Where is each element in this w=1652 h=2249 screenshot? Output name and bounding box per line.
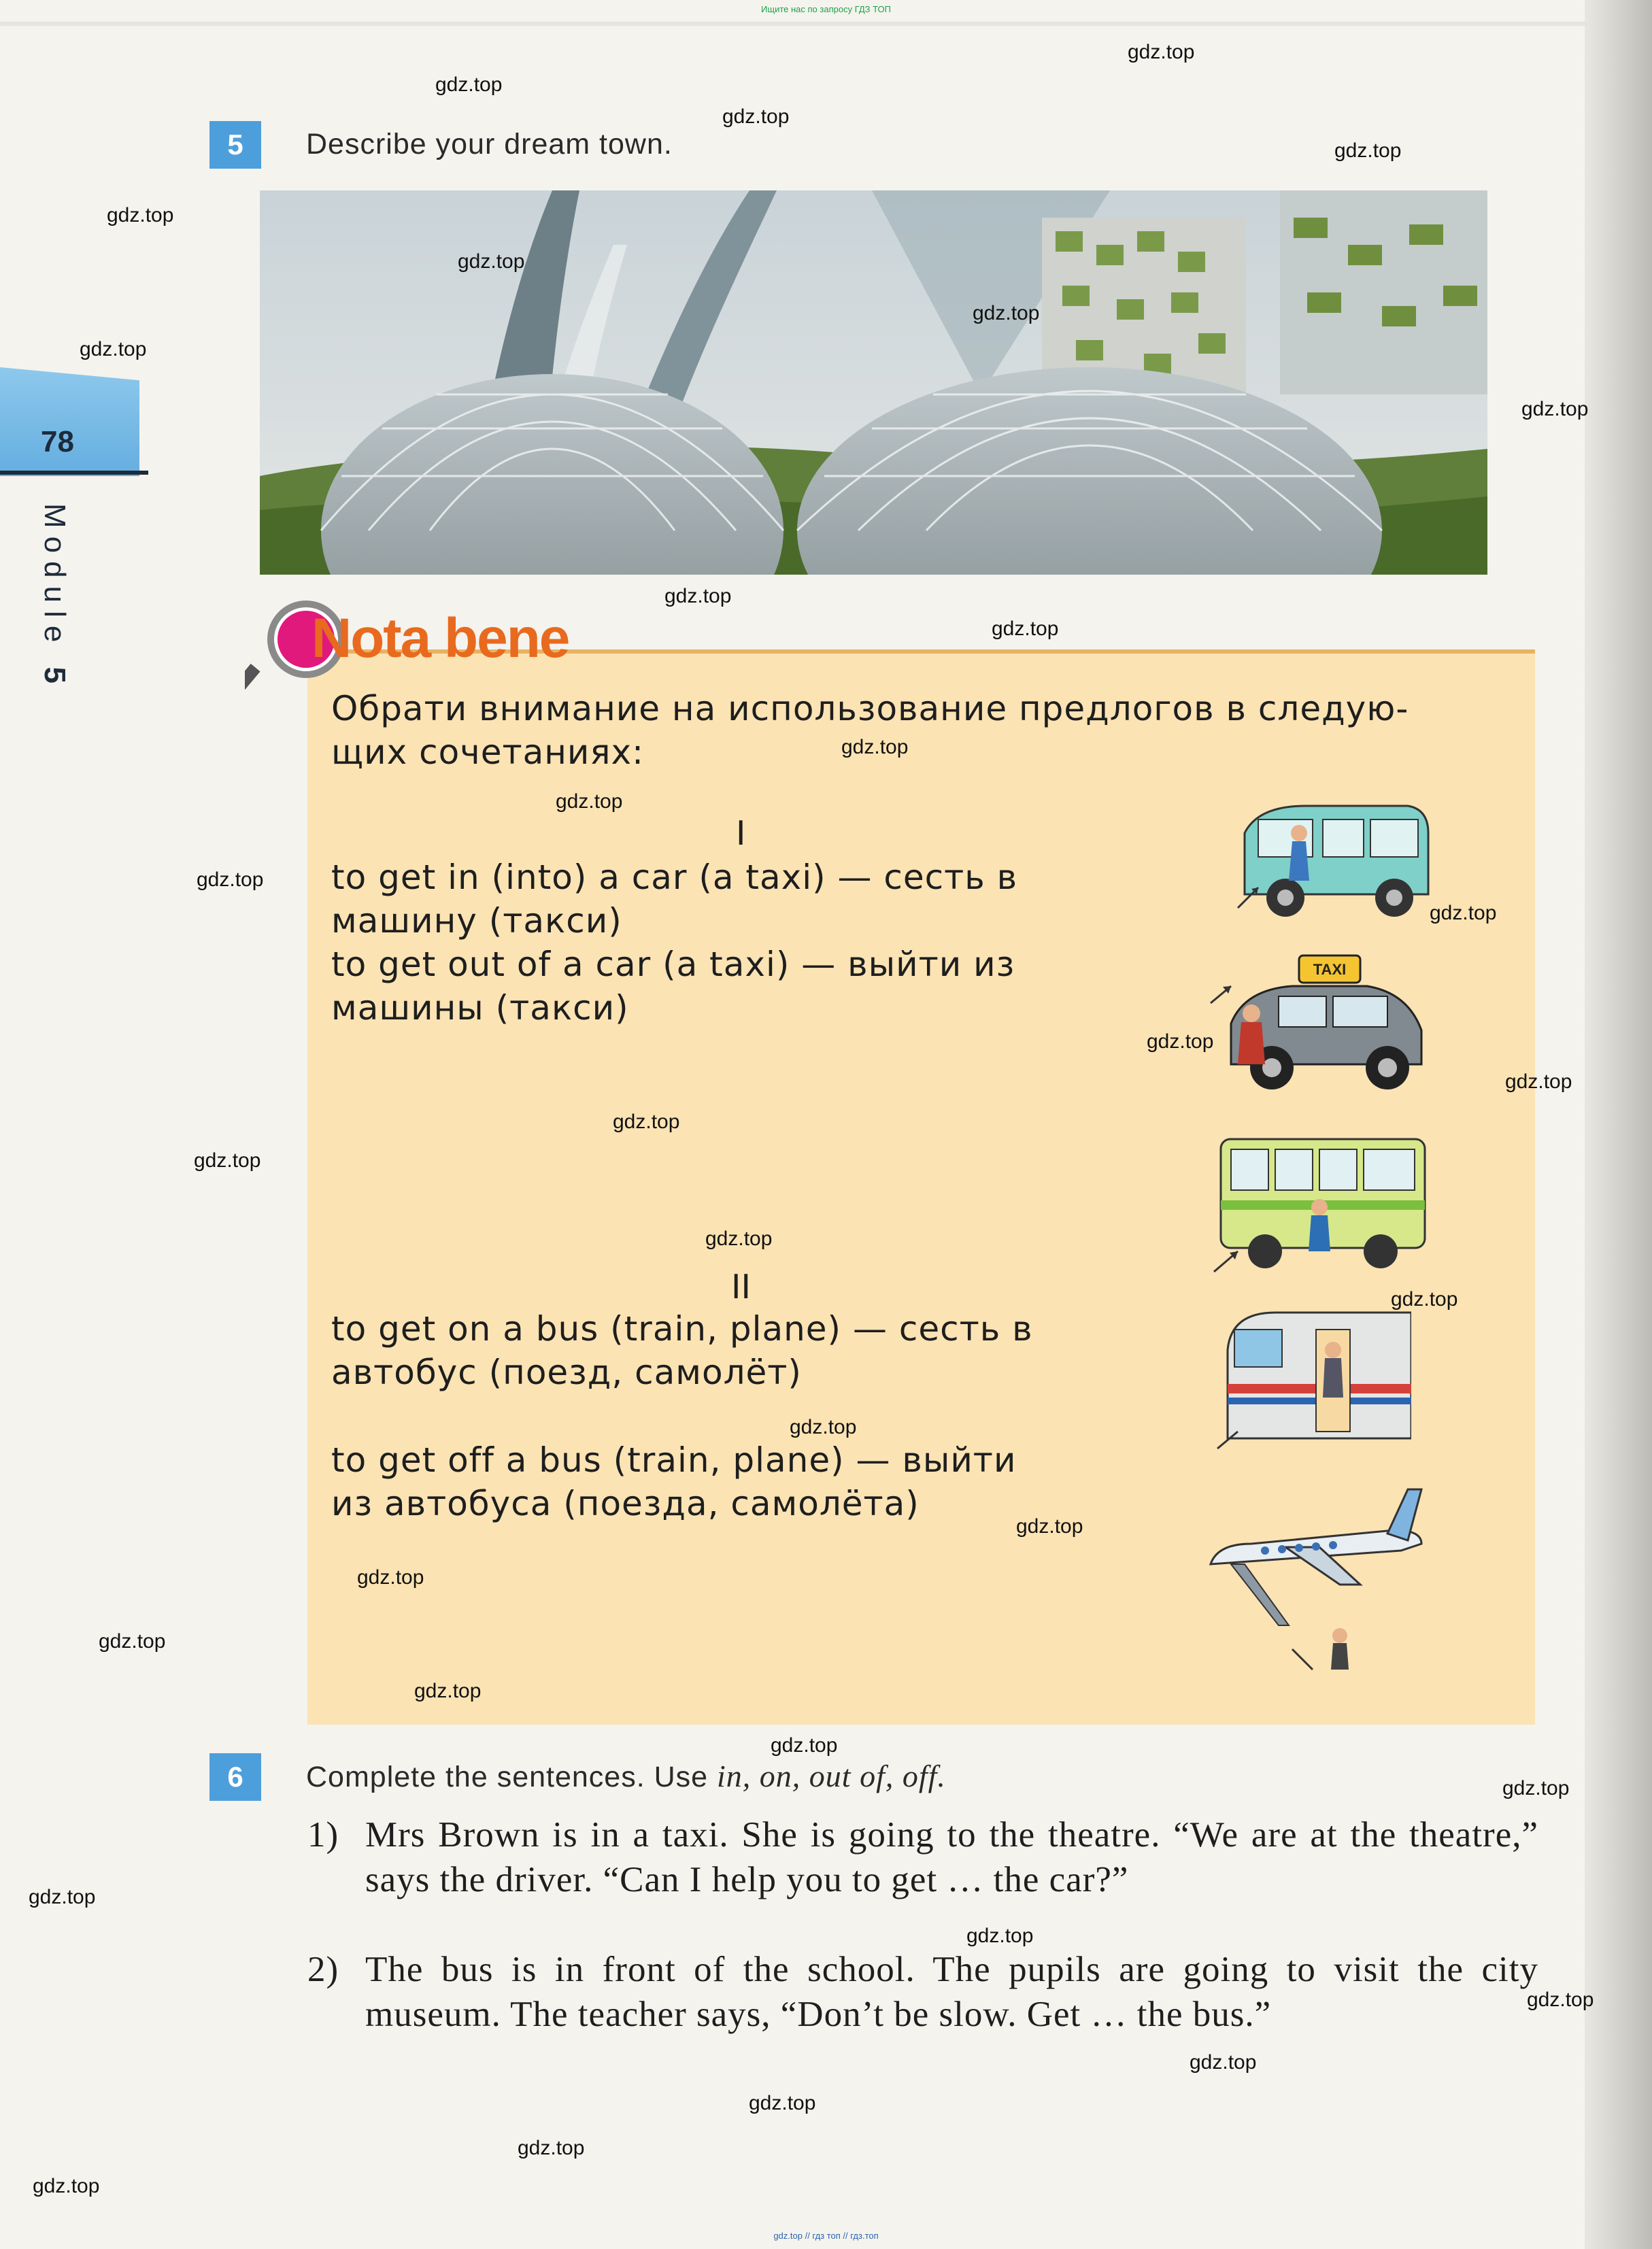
nota-bene-logo-text: Nota bene [311,607,569,669]
section-2-label: II [731,1267,751,1306]
section-1-line-1: to get in (into) a car (a taxi) — сесть в [331,858,1018,897]
module-label [37,503,71,692]
item-1-number: 1) [307,1815,339,1855]
exercise-6-item-2 [307,1947,1538,2037]
watermark: gdz.top [992,618,1059,640]
section-2-line-1: to get on a bus (train, plane) — сесть в [331,1309,1033,1349]
watermark: gdz.top [518,2137,585,2159]
watermark: gdz.top [29,1886,96,1908]
side-tab [0,367,139,476]
section-1-line-3: to get out of a car (a taxi) — выйти из [331,945,1015,984]
section-1-label: I [736,813,746,853]
watermark: gdz.top [197,868,264,891]
watermark: gdz.top [1521,398,1589,420]
exercise-6-instruction-prefix: Complete the sentences. Use [306,1761,718,1793]
page-number-rule [0,471,148,475]
watermark: gdz.top [33,2175,100,2197]
item-2-text: The bus is in front of the school. The pupils are going to visit the city museum. The teacher says, “Don’t be slow. Get … the bus.” [365,1950,1538,2034]
module-number: 5 [38,666,71,692]
nota-bene-logo [245,598,599,700]
exercise-6-instruction-words: in, on, out of, off. [717,1759,946,1793]
watermark: gdz.top [705,1228,773,1250]
dream-town-photo [260,190,1487,575]
watermark: gdz.top [1527,1989,1594,2011]
watermark: gdz.top [1502,1777,1570,1799]
header-site-link[interactable]: Ищите нас по запросу ГДЗ ТОП [761,4,891,14]
section-2-line-2: автобус (поезд, самолёт) [331,1353,802,1392]
exercise-5-badge: 5 [209,121,261,169]
watermark: gdz.top [1430,902,1497,924]
watermark: gdz.top [435,73,503,96]
item-2-number: 2) [307,1950,339,1989]
watermark: gdz.top [749,2092,816,2114]
exercise-5-instruction: Describe your dream town. [306,128,673,160]
book-spine-shadow [1585,0,1652,2249]
watermark: gdz.top [966,1925,1034,1947]
watermark: gdz.top [1334,139,1402,162]
watermark: gdz.top [613,1111,680,1133]
plane-illustration [1204,1483,1435,1673]
watermark: gdz.top [357,1566,424,1589]
train-illustration [1214,1302,1411,1455]
nota-bene-intro-line-2: щих сочетаниях: [331,732,644,772]
minivan-illustration [1231,792,1435,928]
section-1-line-4: машины (такси) [331,988,629,1028]
watermark: gdz.top [107,204,174,226]
exercise-6-instruction [306,1758,946,1794]
nota-bene-intro-line-1: Обрати внимание на использование предлогов в следую- [331,689,1409,728]
watermark: gdz.top [722,105,790,128]
watermark: gdz.top [1128,41,1195,63]
watermark: gdz.top [1016,1515,1083,1538]
taxi-sign-text: TAXI [1313,961,1347,978]
exercise-6-badge: 6 [209,1753,261,1801]
item-1-text: Mrs Brown is in a taxi. She is going to the theatre. “We are at the theatre,” says the driver. “Can I help you to get … the car?” [365,1815,1538,1899]
top-rule [0,22,1591,26]
watermark: gdz.top [973,302,1040,324]
watermark: gdz.top [790,1416,857,1438]
section-1-line-2: машину (такси) [331,901,622,941]
watermark: gdz.top [80,338,147,360]
exercise-6-item-1 [307,1812,1538,1902]
watermark: gdz.top [414,1680,482,1702]
section-2-line-3: to get off a bus (train, plane) — выйти [331,1440,1017,1480]
watermark: gdz.top [841,736,909,758]
watermark: gdz.top [1505,1070,1572,1093]
footer-site-links[interactable]: gdz.top // гдз топ // гдз.топ [773,2231,879,2241]
watermark: gdz.top [1147,1030,1214,1053]
watermark: gdz.top [99,1630,166,1653]
watermark: gdz.top [556,790,623,813]
watermark: gdz.top [664,585,732,607]
module-word: Module [38,503,71,651]
watermark: gdz.top [458,250,525,273]
watermark: gdz.top [771,1734,838,1757]
page-number: 78 [41,425,74,458]
section-2-line-4: из автобуса (поезда, самолёта) [331,1484,920,1523]
taxi-illustration [1204,949,1432,1098]
watermark: gdz.top [194,1149,261,1172]
watermark: gdz.top [1391,1288,1458,1310]
bus-illustration [1211,1126,1435,1279]
watermark: gdz.top [1190,2051,1257,2074]
